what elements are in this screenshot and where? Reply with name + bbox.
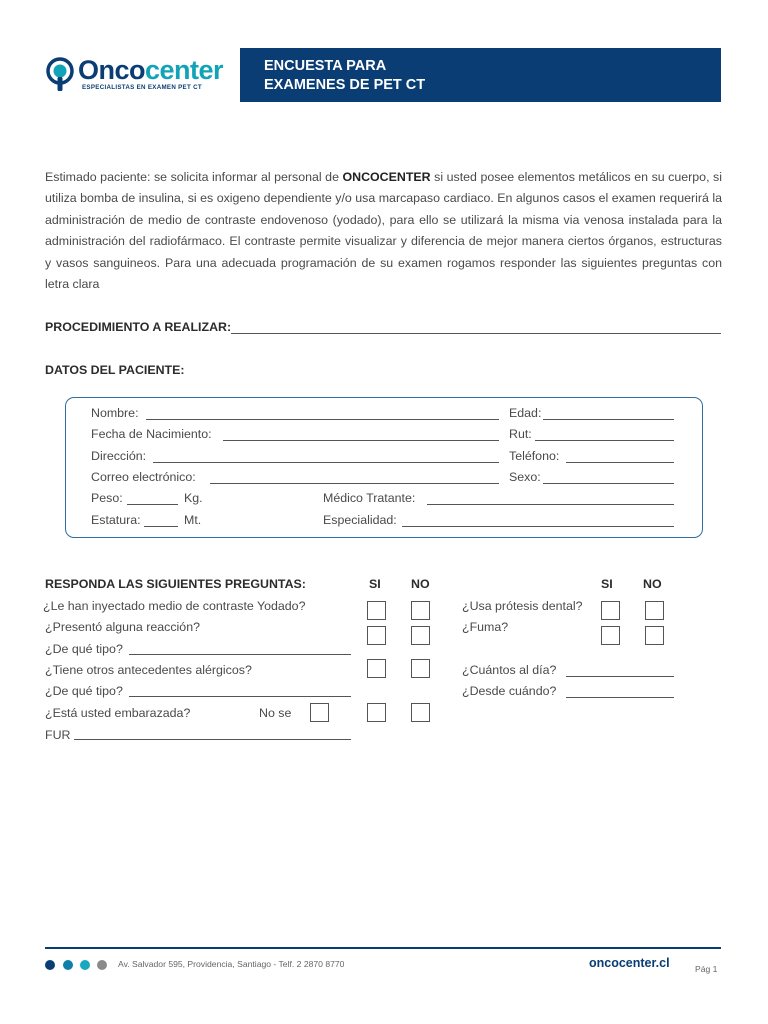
reaccion-si-checkbox[interactable] — [367, 626, 386, 645]
contraste-si-checkbox[interactable] — [367, 601, 386, 620]
alergicos-question: ¿Tiene otros antecedentes alérgicos? — [45, 663, 252, 677]
footer-dot-1 — [45, 960, 55, 970]
direccion-label: Dirección: — [91, 449, 147, 463]
protesis-no-checkbox[interactable] — [645, 601, 664, 620]
desde-field[interactable] — [566, 697, 674, 698]
questions-section-label: RESPONDA LAS SIGUIENTES PREGUNTAS: — [45, 577, 306, 591]
intro-paragraph: Estimado paciente: se solicita informar al personal de ONCOCENTER si usted posee elementos metálicos en su cuerpo, si utiliza bomba de insulina, si es oxigeno dependiente y/o usa marcapaso cardiaco. En algunos casos el examen requerirá la administración de medio de contraste endovenoso (yodado), para ello se utilizará la misma via venosa instalada para la administración del radiofármaco. El contraste permite visualizar y diferencia de mejor manera ciertos órganos, estructuras y vasos sanguineos. Para una adecuada programación de su examen rogamos responder las siguientes preguntas con letra clara — [45, 170, 722, 292]
peso-field[interactable] — [127, 504, 178, 505]
especialidad-field[interactable] — [402, 526, 674, 527]
footer-dot-3 — [80, 960, 90, 970]
cuantos-field[interactable] — [566, 676, 674, 677]
nombre-label: Nombre: — [91, 406, 139, 420]
embarazada-si-checkbox[interactable] — [367, 703, 386, 722]
page-title: ENCUESTA PARA EXAMENES DE PET CT — [264, 58, 426, 93]
peso-unit: Kg. — [184, 491, 203, 505]
especialidad-label: Especialidad: — [323, 513, 397, 527]
sexo-field[interactable] — [543, 483, 674, 484]
reaccion-question: ¿Presentó alguna reacción? — [45, 620, 200, 634]
telefono-field[interactable] — [566, 462, 674, 463]
fur-field[interactable] — [74, 739, 351, 740]
embarazada-no-checkbox[interactable] — [411, 703, 430, 722]
page-number: Pág 1 — [695, 964, 718, 974]
alergicos-tipo-field[interactable] — [129, 696, 351, 697]
logo-tagline: ESPECIALISTAS EN EXAMEN PET CT — [82, 84, 202, 91]
brand-mention: ONCOCENTER — [342, 170, 431, 184]
contraste-no-checkbox[interactable] — [411, 601, 430, 620]
sexo-label: Sexo: — [509, 470, 541, 484]
footer-divider — [45, 947, 721, 949]
alergicos-si-checkbox[interactable] — [367, 659, 386, 678]
peso-label: Peso: — [91, 491, 123, 505]
alergicos-tipo-label: ¿De qué tipo? — [45, 684, 123, 698]
logo-wordmark: Oncocenter — [78, 55, 224, 85]
fuma-no-checkbox[interactable] — [645, 626, 664, 645]
protesis-si-checkbox[interactable] — [601, 601, 620, 620]
reaccion-tipo-field[interactable] — [129, 654, 351, 655]
edad-label: Edad: — [509, 406, 542, 420]
patient-section-label: DATOS DEL PACIENTE: — [45, 363, 185, 377]
no-column-header: NO — [411, 577, 430, 591]
rut-label: Rut: — [509, 427, 532, 441]
estatura-label: Estatura: — [91, 513, 141, 527]
reaccion-no-checkbox[interactable] — [411, 626, 430, 645]
no-column-header-right: NO — [643, 577, 662, 591]
si-column-header: SI — [369, 577, 381, 591]
fecha-nacimiento-label: Fecha de Nacimiento: — [91, 427, 212, 441]
desde-label: ¿Desde cuándo? — [462, 684, 557, 698]
reaccion-tipo-label: ¿De qué tipo? — [45, 642, 123, 656]
telefono-label: Teléfono: — [509, 449, 560, 463]
correo-label: Correo electrónico: — [91, 470, 196, 484]
footer-website-link[interactable]: oncocenter.cl — [589, 956, 670, 970]
fuma-si-checkbox[interactable] — [601, 626, 620, 645]
oncocenter-logo — [45, 56, 225, 98]
header-banner — [240, 48, 721, 102]
location-pin-icon — [45, 57, 77, 93]
fuma-question: ¿Fuma? — [462, 620, 509, 634]
medico-tratante-field[interactable] — [427, 504, 674, 505]
alergicos-no-checkbox[interactable] — [411, 659, 430, 678]
estatura-field[interactable] — [144, 526, 178, 527]
footer-dot-4 — [97, 960, 107, 970]
procedure-label: PROCEDIMIENTO A REALIZAR: — [45, 320, 232, 334]
edad-field[interactable] — [543, 419, 674, 420]
footer-dot-2 — [63, 960, 73, 970]
footer-address: Av. Salvador 595, Providencia, Santiago - Telf. 2 2870 8770 — [118, 959, 345, 969]
nombre-field[interactable] — [146, 419, 499, 420]
cuantos-label: ¿Cuántos al día? — [462, 663, 557, 677]
contraste-question: ¿Le han inyectado medio de contraste Yodado? — [43, 599, 306, 613]
direccion-field[interactable] — [153, 462, 499, 463]
medico-tratante-label: Médico Tratante: — [323, 491, 416, 505]
rut-field[interactable] — [535, 440, 674, 441]
protesis-question: ¿Usa prótesis dental? — [462, 599, 583, 613]
fur-label: FUR — [45, 728, 71, 742]
si-column-header-right: SI — [601, 577, 613, 591]
no-se-label: No se — [259, 706, 292, 720]
procedure-field[interactable] — [231, 333, 721, 334]
correo-field[interactable] — [210, 483, 499, 484]
estatura-unit: Mt. — [184, 513, 202, 527]
fecha-nacimiento-field[interactable] — [223, 440, 499, 441]
no-se-checkbox[interactable] — [310, 703, 329, 722]
embarazada-question: ¿Está usted embarazada? — [45, 706, 191, 720]
